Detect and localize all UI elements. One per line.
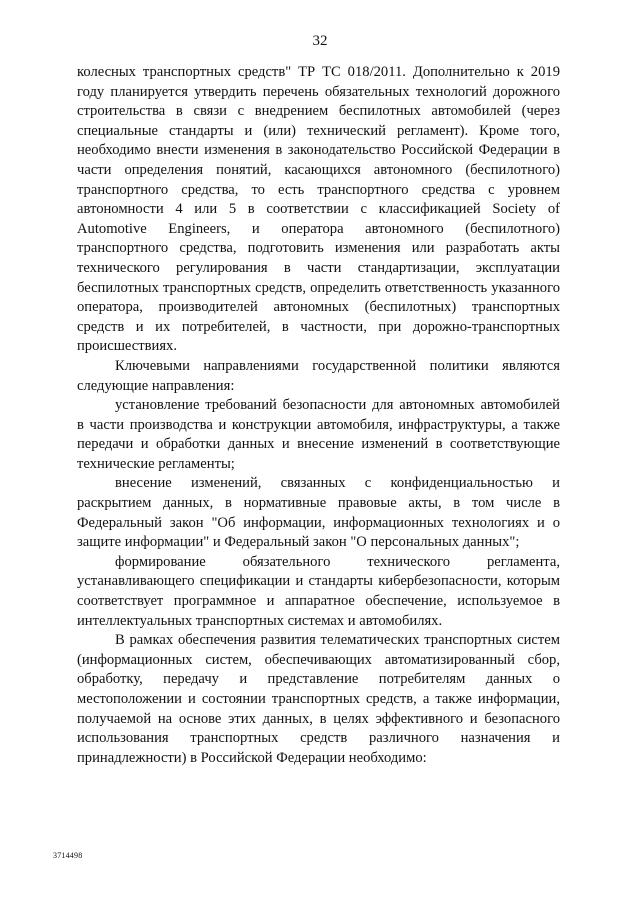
paragraph-key-directions-intro: Ключевыми направлениями государственной политики являются следующие направления: — [77, 357, 560, 394]
document-code: 3714498 — [53, 851, 83, 860]
page-number: 32 — [312, 33, 328, 49]
paragraph-data-confidentiality: внесение изменений, связанных с конфиденциальностью и раскрытием данных, в нормативные правовые акты, в том числе в Федеральный закон "Об информации, информационных технологиях и о защите информации" и Федеральный закон "О персональных данных"; — [77, 475, 560, 551]
paragraph-cybersecurity-regulation: формирование обязательного технического регламента, устанавливающего спецификации и стандарты кибербезопасности, которым соответствует программное и аппаратное обеспечение, используемое в интеллектуальных транспортных системах и автомобилях. — [77, 553, 560, 629]
document-body — [77, 63, 560, 768]
paragraph-telematic-systems: В рамках обеспечения развития телематических транспортных систем (информационных систем, обеспечивающих автоматизированный сбор, обработку, передачу и представление потребителям данных о местоположении и состоянии транспортных средств, а также информации, получаемой на основе этих данных, в целях эффективного и безопасного использования транспортных средств различного назначения и принадлежности) в Российской Федерации необходимо: — [77, 632, 560, 766]
paragraph-safety-requirements: установление требований безопасности для автономных автомобилей в части производства и конструкции автомобиля, инфраструктуры, а также передачи и обработки данных и внесение изменений в соответствующие технические регламенты; — [77, 397, 560, 472]
paragraph-autonomous-vehicle-regulation: колесных транспортных средств" ТР ТС 018/2011. Дополнительно к 2019 году планируется утвердить перечень обязательных технологий дорожного строительства в связи с внедрением беспилотных автомобилей (через специальные стандарты и (или) технический регламент). Кроме того, необходимо внести изменения в законодательство Российской Федерации в части определения понятий, касающихся автономного (беспилотного) транспортного средства, то есть транспортного средства с уровнем автономности 4 или 5 в соответствии с классификацией Society of Automotive Engineers, и оператора автономного (беспилотного) транспортного средства, подготовить изменения или разработать акты технического регулирования в части стандартизации, эксплуатации беспилотных транспортных средств, определить ответственность указанного оператора, производителей автономных (беспилотных) транспортных средств и их потребителей, в частности, при дорожно-транспортных происшествиях. — [77, 64, 560, 355]
